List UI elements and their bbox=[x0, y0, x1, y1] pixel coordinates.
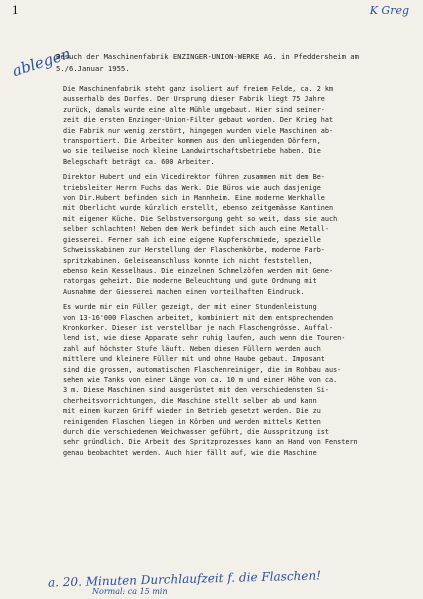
text-line: sehen wie Tanks von einer Länge von ca. 10 m und einer Höhe von ca. bbox=[63, 375, 338, 384]
text-line: mit einem kurzen Griff wieder in Betrieb gesetzt werden. Die zu bbox=[63, 407, 321, 416]
text-line: transportiert. Die Arbeiter kommen aus den umliegenden Dörfern, bbox=[63, 137, 321, 146]
text-line: 3 m. Diese Maschinen sind ausgerüstet mit den verschiedensten Si- bbox=[63, 386, 329, 395]
page-number: 1 bbox=[12, 2, 19, 17]
text-line: genau beobachtet werden. Auch hier fällt auf, wie die Maschine bbox=[63, 448, 317, 457]
paragraph-machines bbox=[63, 302, 413, 458]
text-line: sehr gründlich. Die Arbeit des Spritzprozesses kann an Hand von Fenstern bbox=[63, 438, 358, 447]
text-line: wo sie teilweise noch kleine Landwirtschaftsbetriebe haben. Die bbox=[63, 147, 321, 156]
text-line: durch die verschiedenen Weichwasser geführt, die Ausspritzung ist bbox=[63, 428, 329, 436]
text-line: mit eigener Küche. Die Selbstversorgung geht so weit, dass sie auch bbox=[63, 214, 338, 223]
paragraph-management bbox=[63, 172, 413, 297]
text-line: von Dir.Hubert befinden sich in Mannheim. Eine moderne Werkhalle bbox=[63, 194, 325, 203]
handwritten-initials: K Greg bbox=[369, 4, 409, 17]
text-line: zurück, damals wurde eine alte Mühle umgebaut. Hier sind seiner- bbox=[63, 105, 325, 114]
handwritten-bottom-subnote: Normal: ca 15 min bbox=[92, 587, 168, 596]
text-line: selber schlachten! Neben dem Werk befindet sich auch eine Metall- bbox=[63, 225, 329, 234]
text-line: Belegschaft beträgt ca. 600 Arbeiter. bbox=[63, 157, 215, 166]
text-line: giesserei. Ferner sah ich eine eigene Kupferschmiede, spezielle bbox=[63, 235, 321, 244]
text-line: Schweisskabinen zur Herstellung der Flaschenkörbe, moderne Farb- bbox=[63, 246, 325, 255]
heading-line: Besuch der Maschinenfabrik ENZINGER-UNION-WERKE AG. in Pfeddersheim am 5./6.Januar 1955. bbox=[56, 52, 359, 73]
handwritten-bottom-note: a. 20. Minuten Durchlaufzeit f. die Flaschen! bbox=[47, 568, 322, 590]
text-line: cherheitsvorrichtungen, die Maschine stellt selber ab und kann bbox=[63, 396, 317, 405]
text-line: Die Maschinenfabrik steht ganz isoliert auf freiem Felde, ca. 2 km bbox=[63, 85, 334, 93]
text-line: von 13-16'000 Flaschen arbeitet, kombiniert mit dem entsprechenden bbox=[63, 313, 334, 322]
text-line: die Fabrik nur wenig zerstört, hingegen wurden viele Maschinen ab- bbox=[63, 126, 334, 135]
text-line: reinigenden Flaschen liegen in Körben und werden mittels Ketten bbox=[63, 417, 321, 426]
text-line: Direktor Hubert und ein Vicedirektor führen zusammen mit dem Be- bbox=[63, 173, 325, 182]
text-line: Es wurde mir ein Füller gezeigt, der mit einer Stundenleistung bbox=[63, 303, 317, 312]
text-line: zeit die ersten Enzinger-Union-Filter gebaut worden. Der Krieg hat bbox=[63, 116, 334, 125]
text-line: spritzkabinen. Geleiseanschluss konnte ich nicht feststellen, bbox=[63, 256, 313, 265]
handwritten-margin-note: ablegen bbox=[10, 44, 73, 81]
text-line: Kronkorker. Dieser ist verstellbar je nach Flaschengrösse. Auffal- bbox=[63, 323, 334, 332]
text-line: sind die grossen, automatischen Flaschenreiniger, die im Rohbau aus- bbox=[63, 365, 342, 374]
text-line: triebsleiter Herrn Fuchs das Werk. Die Büros wie auch dasjenige bbox=[63, 183, 321, 192]
text-line: Ausnahme der Giesserei machen einen vorteilhaften Eindruck. bbox=[63, 287, 305, 296]
paragraph-history bbox=[63, 84, 413, 167]
document-body bbox=[63, 84, 413, 463]
text-line: zahl auf höchster Stufe läuft. Neben diesen Füllern werden auch bbox=[63, 344, 321, 353]
text-line: mit Oberlicht wurde kürzlich erstellt, ebenso zeitgemässe Kantinen bbox=[63, 204, 334, 213]
text-line: ausserhalb des Dorfes. Der Ursprung dieser Fabrik liegt 75 Jahre bbox=[63, 95, 325, 104]
text-line: mittlere und kleinere Füller mit und ohne Haube gebaut. Imposant bbox=[63, 355, 325, 364]
text-line: ratorgas geheizt. Die moderne Beleuchtung und gute Ordnung mit bbox=[63, 277, 317, 286]
text-line: lend ist, wie diese Apparate sehr ruhig laufen, auch wenn die Touren- bbox=[63, 334, 346, 343]
text-line: ebenso kein Kesselhaus. Die einzelnen Schmelzöfen werden mit Gene- bbox=[63, 266, 334, 275]
